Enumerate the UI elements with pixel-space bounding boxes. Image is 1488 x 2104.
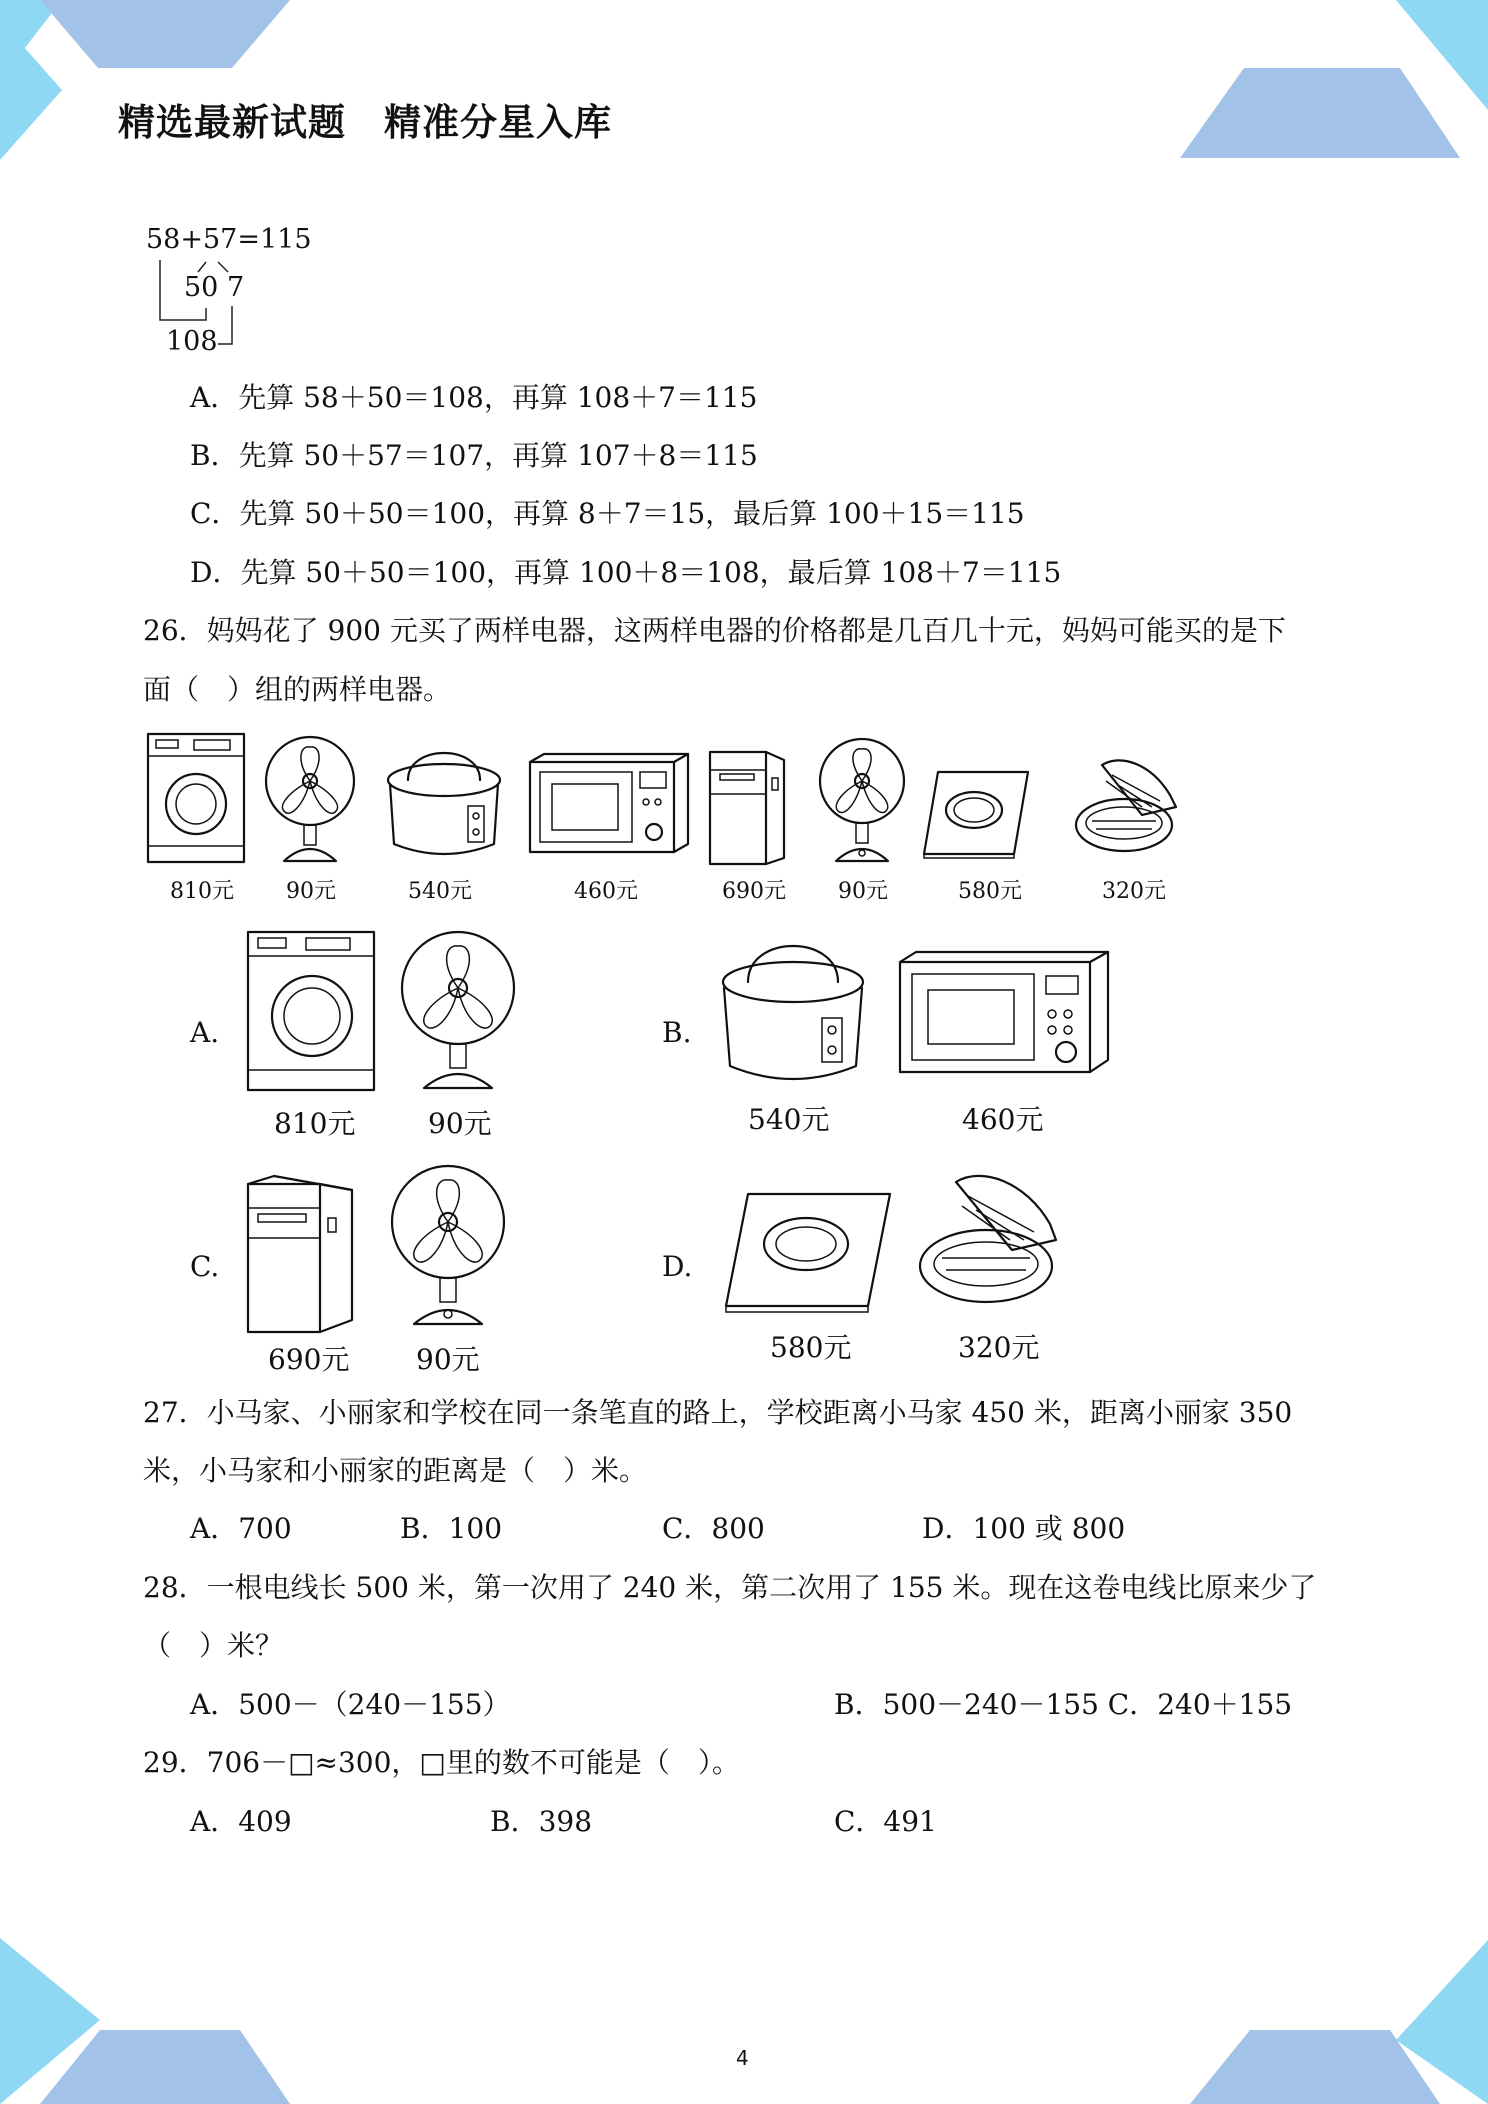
option-price: 460元: [962, 1103, 1044, 1136]
option-price: 810元: [274, 1107, 356, 1140]
appliance-price: 580元: [958, 879, 1022, 904]
fan-icon: [396, 930, 522, 1092]
sandwich-maker-icon: [1072, 755, 1180, 865]
q26-question-line1: 26．妈妈花了 900 元买了两样电器，这两样电器的价格都是几百几十元，妈妈可能买的是下: [143, 614, 1286, 647]
fan-icon-2: [816, 737, 908, 865]
option-price: 320元: [958, 1331, 1040, 1364]
option-price: 90元: [416, 1343, 480, 1376]
appliance-price: 810元: [170, 879, 234, 904]
q27-option-b: B．100: [400, 1512, 503, 1545]
induction-cooker-icon: [722, 1192, 894, 1316]
q27-option-c: C．800: [662, 1512, 765, 1545]
q26-option-d-letter: D.: [662, 1250, 693, 1283]
sandwich-maker-icon: [916, 1170, 1062, 1318]
q28-question-line1: 28．一根电线长 500 米，第一次用了 240 米，第二次用了 155 米。现在这卷电线比原来少了: [143, 1571, 1317, 1604]
page-number: 4: [736, 2046, 749, 2070]
q26-option-b-letter: B.: [662, 1016, 692, 1049]
q29-question: 29．706－□≈300，□里的数不可能是（ ）。: [143, 1746, 740, 1779]
appliance-price: 90元: [838, 879, 888, 904]
q28-option-b-c: B．500－240－155 C．240＋155: [834, 1688, 1293, 1721]
appliance-price: 690元: [722, 879, 786, 904]
q26-option-c-letter: C.: [190, 1250, 220, 1283]
option-price: 690元: [268, 1343, 350, 1376]
appliance-price: 320元: [1102, 879, 1166, 904]
q28-option-a: A．500－（240－155）: [190, 1688, 511, 1721]
q27-question-line1: 27．小马家、小丽家和学校在同一条笔直的路上，学校距离小马家 450 米，距离小丽家 350: [143, 1396, 1293, 1429]
fan-icon: [386, 1164, 512, 1328]
appliance-price: 460元: [574, 879, 638, 904]
induction-cooker-icon: [920, 770, 1032, 862]
q25-option-b: B．先算 50＋57＝107，再算 107＋8＝115: [190, 439, 758, 472]
rice-cooker-icon: [384, 740, 504, 864]
diagram-equation: 58+57=115: [146, 224, 312, 255]
q27-option-a: A．700: [190, 1512, 292, 1545]
washing-machine-icon: [246, 930, 378, 1094]
q29-option-a: A．409: [190, 1805, 292, 1838]
q29-option-c: C．491: [834, 1805, 937, 1838]
q27-question-line2: 米，小马家和小丽家的距离是（ ）米。: [143, 1454, 648, 1487]
washing-machine-icon: [146, 732, 246, 866]
microwave-icon: [894, 950, 1112, 1078]
option-price: 540元: [748, 1103, 830, 1136]
appliance-price: 540元: [408, 879, 472, 904]
q27-option-d: D．100 或 800: [922, 1512, 1126, 1545]
diagram-split: 50 7: [184, 272, 245, 303]
rice-cooker-icon: [718, 932, 868, 1092]
q25-option-d: D．先算 50＋50＝100，再算 100＋8＝108，最后算 108＋7＝115: [190, 556, 1062, 589]
refrigerator-icon: [244, 1174, 356, 1336]
header-title: 精选最新试题 精准分星入库: [118, 101, 612, 144]
refrigerator-icon: [706, 748, 790, 868]
q28-question-line2: （ ）米？: [143, 1629, 284, 1662]
q25-option-a: A．先算 58＋50＝108，再算 108＋7＝115: [190, 381, 758, 414]
q26-option-a-letter: A.: [190, 1016, 220, 1049]
fan-icon: [262, 735, 358, 865]
option-price: 90元: [428, 1107, 492, 1140]
q29-option-b: B．398: [490, 1805, 593, 1838]
appliance-price: 90元: [286, 879, 336, 904]
q25-option-c: C．先算 50＋50＝100，再算 8＋7＝15，最后算 100＋15＝115: [190, 497, 1025, 530]
option-price: 580元: [770, 1331, 852, 1364]
diagram-partial: 108: [166, 326, 218, 357]
q26-question-line2: 面（ ）组的两样电器。: [143, 673, 452, 706]
microwave-icon: [524, 752, 690, 858]
